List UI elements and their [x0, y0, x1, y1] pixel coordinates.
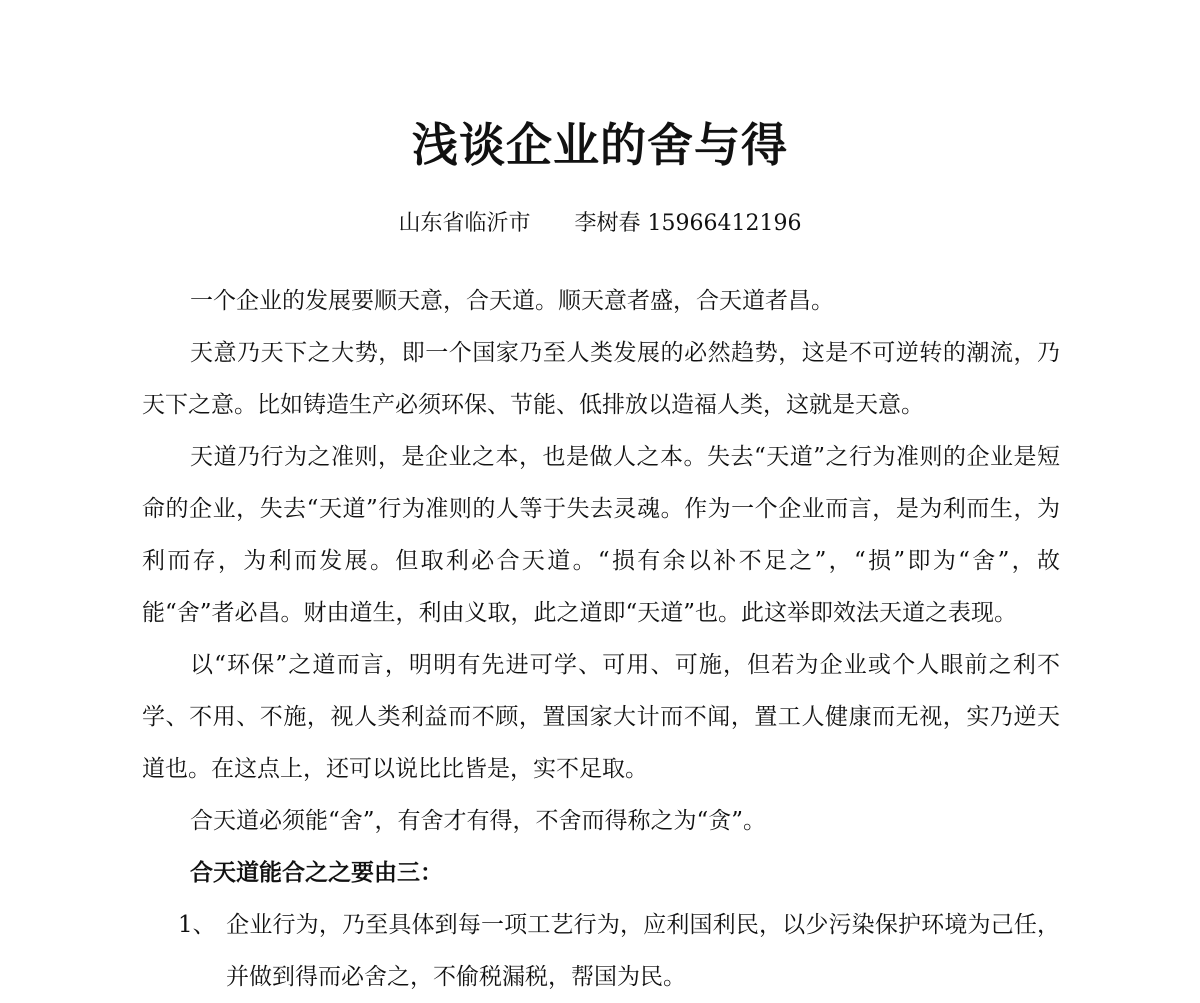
list-item-text: 企业行为，乃至具体到每一项工艺行为，应利国利民，以少污染保护环境为己任，并做到得而必舍之，不偷税漏税，帮国为民。 — [226, 912, 1060, 990]
document-title: 浅谈企业的舍与得 — [412, 118, 788, 172]
paragraph: 以“环保”之道而言，明明有先进可学、可用、可施，但若为企业或个人眼前之利不学、不用、不施，视人类利益而不顾，置国家大计而不闻，置工人健康而无视，实乃逆天道也。在这点上，还可以说比比皆是，实不足取。 — [142, 652, 1060, 782]
paragraph: 天意乃天下之大势，即一个国家乃至人类发展的必然趋势，这是不可逆转的潮流，乃天下之意。比如铸造生产必须环保、节能、低排放以造福人类，这就是天意。 — [142, 340, 1060, 418]
document-body — [142, 275, 1060, 1003]
author-name: 李树春 — [574, 211, 641, 236]
paragraph: 一个企业的发展要顺天意，合天道。顺天意者盛，合天道者昌。 — [190, 288, 834, 314]
paragraph: 天道乃行为之准则，是企业之本，也是做人之本。失去“天道”之行为准则的企业是短命的企业，失去“天道”行为准则的人等于失去灵魂。作为一个企业而言，是为利而生，为利而存，为利而发展。但取利必合天道。“损有余以补不足之”，“损”即为“舍”，故能“舍”者必昌。财由道生，利由义取，此之道即“天道”也。此这举即效法天道之表现。 — [142, 444, 1060, 626]
paragraph: 合天道必须能“舍”，有舍才有得，不舍而得称之为“贪”。 — [190, 808, 767, 834]
section-heading: 合天道能合之之要由三： — [190, 859, 443, 886]
list-item-number: 1、 — [178, 912, 216, 938]
byline — [0, 210, 1200, 239]
list-item — [142, 899, 1060, 1003]
author-phone: 15966412196 — [647, 211, 802, 236]
author-location: 山东省临沂市 — [398, 211, 531, 236]
